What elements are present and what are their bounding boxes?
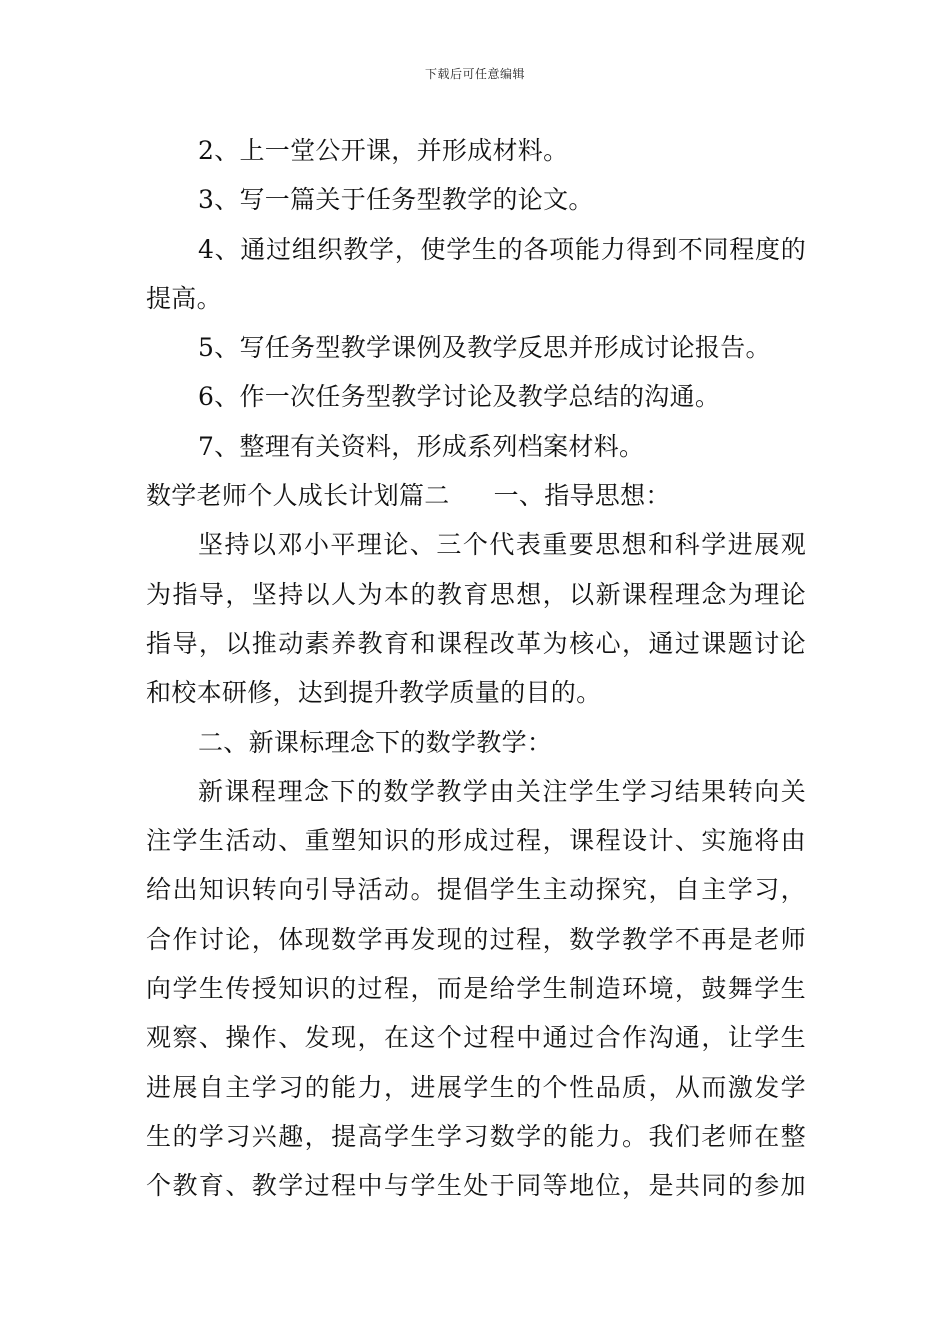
section-heading-line bbox=[146, 471, 806, 520]
section-title: 数学老师个人成长计划篇二 bbox=[146, 481, 450, 511]
text-line: 生的学习兴趣，提高学生学习数学的能力。我们老师在整 bbox=[146, 1121, 806, 1151]
text-line: 4、通过组织教学，使学生的各项能力得到不同程度的 bbox=[198, 234, 806, 264]
page-header: 下载后可任意编辑 bbox=[424, 67, 525, 81]
text-line: 进展自主学习的能力，进展学生的个性品质，从而激发学 bbox=[146, 1072, 806, 1102]
text-line: 为指导，坚持以人为本的教育思想，以新课程理念为理论 bbox=[146, 579, 806, 609]
text-line: 6、作一次任务型教学讨论及教学总结的沟通。 bbox=[198, 382, 721, 412]
text-line: 注学生活动、重塑知识的形成过程，课程设计、实施将由 bbox=[146, 826, 806, 856]
text-line: 3、写一篇关于任务型教学的论文。 bbox=[198, 185, 594, 215]
text-line: 提高。 bbox=[146, 283, 222, 313]
text-line: 二、新课标理念下的数学教学： bbox=[198, 727, 553, 757]
text-line: 合作讨论，体现数学再发现的过程，数学教学不再是老师 bbox=[146, 924, 806, 954]
text-line: 个教育、教学过程中与学生处于同等地位，是共同的参加 bbox=[146, 1171, 806, 1201]
text-line: 坚持以邓小平理论、三个代表重要思想和科学进展观 bbox=[198, 530, 806, 560]
text-line: 新课程理念下的数学教学由关注学生学习结果转向关 bbox=[198, 776, 806, 806]
section-subheading: 一、指导思想： bbox=[493, 481, 671, 511]
text-line: 7、整理有关资料，形成系列档案材料。 bbox=[198, 431, 645, 461]
text-line: 5、写任务型教学课例及教学反思并形成讨论报告。 bbox=[198, 333, 771, 363]
text-line: 和校本研修，达到提升教学质量的目的。 bbox=[146, 678, 602, 708]
text-line: 指导，以推动素养教育和课程改革为核心，通过课题讨论 bbox=[146, 628, 806, 658]
document-body bbox=[146, 126, 806, 1211]
text-line: 观察、操作、发现，在这个过程中通过合作沟通，让学生 bbox=[146, 1023, 806, 1053]
text-line: 向学生传授知识的过程，而是给学生制造环境，鼓舞学生 bbox=[146, 974, 806, 1004]
text-line: 2、上一堂公开课，并形成材料。 bbox=[198, 136, 569, 165]
text-line: 给出知识转向引导活动。提倡学生主动探究，自主学习， bbox=[146, 875, 806, 905]
